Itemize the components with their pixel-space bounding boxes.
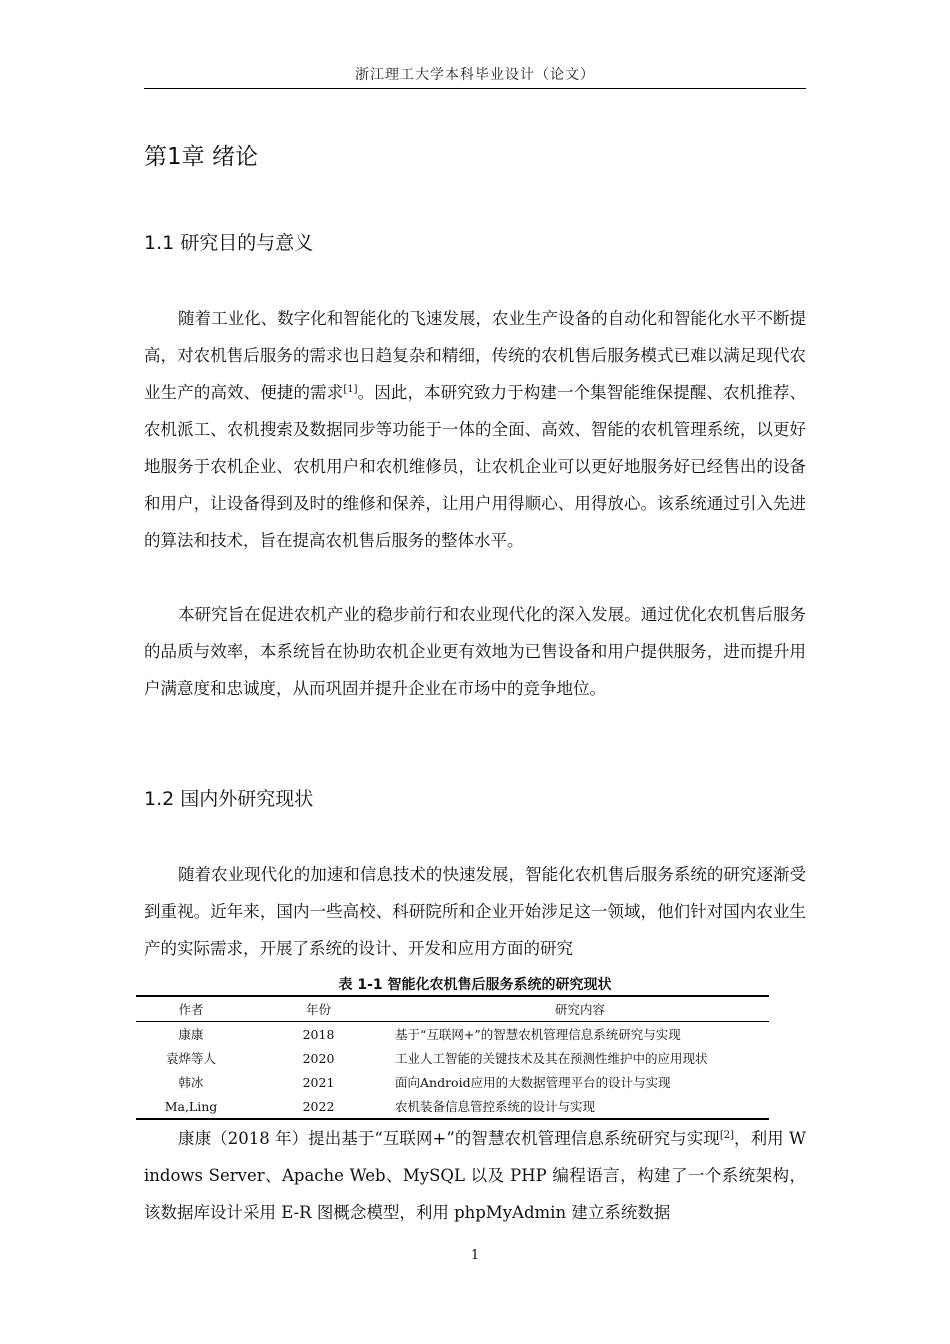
cell-year: 2020 (302, 1050, 335, 1066)
cell-year: 2021 (302, 1074, 335, 1090)
table-row (136, 1094, 769, 1119)
cell-author: 韩冰 (178, 1075, 204, 1090)
paragraph-text: 本研究旨在促进农机产业的稳步前行和农业现代化的深入发展。通过优化农机售后服务的品质与效率，本系统旨在协助农机企业更有效地为已售设备和用户提供服务，进而提升用户满意度和忠诚度，从而巩固并提升企业在市场中的竞争地位。 (144, 605, 806, 698)
table-row (136, 1046, 769, 1070)
table-caption: 表 1-1 智能化农机售后服务系统的研究现状 (338, 977, 612, 993)
paragraph-text: 康康（2018 年）提出基于“互联网+”的智慧农机管理信息系统研究与实现 (178, 1129, 720, 1148)
paragraph-text: ，利用 Windows Server、Apache Web、MySQL 以及 PHP 编程语言，构建了一个系统架构，该数据库设计采用 E-R 图概念模型，利用 phpMyAdmin 建立系统数据 (144, 1129, 806, 1222)
cell-year: 2022 (302, 1098, 335, 1114)
table-header-row (136, 996, 769, 1022)
section-title-1-1: 1.1 研究目的与意义 (144, 232, 314, 254)
paragraph-research-status (144, 856, 806, 967)
table-row (136, 1022, 769, 1047)
cell-author: 康康 (178, 1027, 204, 1042)
chapter-title: 第1章 绪论 (144, 144, 258, 170)
cell-author: 袁烨等人 (165, 1051, 216, 1066)
citation-ref-2: [2] (719, 1130, 734, 1141)
header-rule (144, 88, 806, 89)
page-number: 1 (470, 1248, 480, 1263)
paragraph-research-significance (144, 596, 806, 707)
paragraph-kangkang-study (144, 1120, 806, 1231)
paragraph-text: 随着农业现代化的加速和信息技术的快速发展，智能化农机售后服务系统的研究逐渐受到重视。近年来，国内一些高校、科研院所和企业开始涉足这一领域，他们针对国内农业生产的实际需求，开展了系统的设计、开发和应用方面的研究 (144, 865, 806, 958)
cell-content: 工业人工智能的关键技术及其在预测性维护中的应用现状 (395, 1051, 708, 1066)
column-header-content: 研究内容 (554, 1002, 605, 1017)
paragraph-text: 。因此，本研究致力于构建一个集智能维保提醒、农机推荐、农机派工、农机搜索及数据同步等功能于一体的全面、高效、智能的农机管理系统，以更好地服务于农机企业、农机用户和农机维修员，让农机企业可以更好地服务好已经售出的设备和用户，让设备得到及时的维修和保养，让用户用得顺心、用得放心。该系统通过引入先进的算法和技术，旨在提高农机售后服务的整体水平。 (144, 383, 807, 550)
cell-content: 基于“互联网+”的智慧农机管理信息系统研究与实现 (395, 1027, 681, 1042)
paragraph-text: 随着工业化、数字化和智能化的飞速发展，农业生产设备的自动化和智能化水平不断提高，对农机售后服务的需求也日趋复杂和精细，传统的农机售后服务模式已难以满足现代农业生产的高效、便捷的需求 (144, 309, 806, 402)
column-header-author: 作者 (178, 1002, 204, 1017)
research-status-table (136, 995, 769, 1120)
page-header: 浙江理工大学本科毕业设计（论文） (355, 67, 595, 83)
section-title-1-2: 1.2 国内外研究现状 (144, 788, 314, 810)
cell-author: Ma,Ling (164, 1098, 218, 1114)
citation-ref-1: [1] (343, 384, 358, 395)
column-header-year: 年份 (305, 1002, 331, 1017)
paragraph-research-purpose (144, 300, 806, 559)
cell-content: 农机装备信息管控系统的设计与实现 (395, 1099, 596, 1114)
cell-year: 2018 (302, 1026, 335, 1042)
cell-content: 面向Android应用的大数据管理平台的设计与实现 (395, 1075, 671, 1090)
table-row (136, 1070, 769, 1094)
